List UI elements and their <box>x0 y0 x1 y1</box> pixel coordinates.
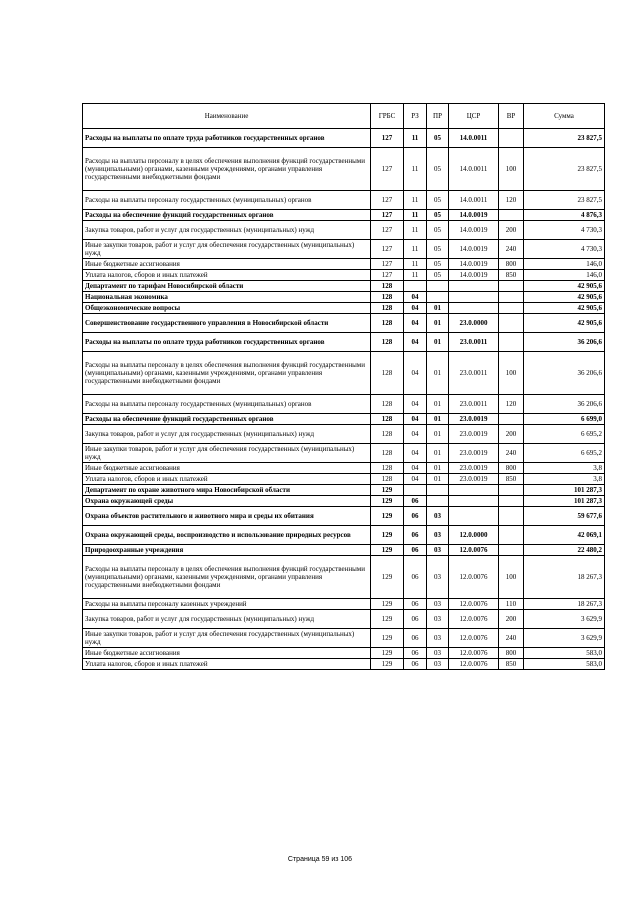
cell-sum: 583,0 <box>524 648 605 659</box>
cell-vr <box>499 281 524 292</box>
cell-rz: 06 <box>404 556 427 599</box>
cell-sum: 6 695,2 <box>524 425 605 444</box>
cell-pr: 01 <box>427 395 449 414</box>
cell-csr: 12.0.0076 <box>449 629 499 648</box>
table-row <box>83 148 605 191</box>
table-row <box>83 463 605 474</box>
cell-sum: 36 206,6 <box>524 352 605 395</box>
cell-csr: 12.0.0076 <box>449 648 499 659</box>
table-header-row <box>83 104 605 129</box>
cell-sum: 42 905,6 <box>524 281 605 292</box>
cell-grbs: 129 <box>371 507 404 526</box>
cell-rz: 04 <box>404 463 427 474</box>
cell-pr: 01 <box>427 352 449 395</box>
cell-csr: 23.0.0019 <box>449 474 499 485</box>
cell-rz: 04 <box>404 425 427 444</box>
cell-vr: 100 <box>499 556 524 599</box>
cell-rz: 11 <box>404 129 427 148</box>
header-rz: РЗ <box>404 104 427 129</box>
table-row <box>83 599 605 610</box>
cell-name: Расходы на выплаты персоналу в целях обеспечения выполнения функций государственными (муниципальными) органами, казенными учреждениями, органами управления государственными внебюджетными фондами <box>83 556 371 599</box>
cell-grbs: 129 <box>371 629 404 648</box>
cell-name: Закупка товаров, работ и услуг для государственных (муниципальных) нужд <box>83 425 371 444</box>
cell-name: Расходы на выплаты по оплате труда работников государственных органов <box>83 129 371 148</box>
cell-pr: 01 <box>427 425 449 444</box>
table-row <box>83 444 605 463</box>
cell-name: Охрана окружающей среды, воспроизводство и использование природных ресурсов <box>83 526 371 545</box>
cell-pr: 05 <box>427 259 449 270</box>
cell-csr: 14.0.0019 <box>449 221 499 240</box>
cell-sum: 3,8 <box>524 463 605 474</box>
table-row <box>83 556 605 599</box>
cell-csr: 12.0.0076 <box>449 659 499 670</box>
cell-rz: 04 <box>404 333 427 352</box>
cell-grbs: 128 <box>371 314 404 333</box>
cell-vr: 200 <box>499 221 524 240</box>
cell-pr: 01 <box>427 474 449 485</box>
cell-name: Расходы на выплаты персоналу государственных (муниципальных) органов <box>83 191 371 210</box>
cell-pr: 03 <box>427 648 449 659</box>
cell-csr <box>449 507 499 526</box>
cell-grbs: 127 <box>371 191 404 210</box>
cell-vr: 200 <box>499 425 524 444</box>
cell-rz: 06 <box>404 599 427 610</box>
cell-csr: 14.0.0011 <box>449 129 499 148</box>
cell-name: Расходы на выплаты персоналу в целях обеспечения выполнения функций государственными (муниципальными) органами, казенными учреждениями, органами управления государственными внебюджетными фондами <box>83 148 371 191</box>
table-row <box>83 610 605 629</box>
cell-csr: 14.0.0011 <box>449 191 499 210</box>
cell-rz <box>404 281 427 292</box>
cell-vr <box>499 526 524 545</box>
cell-csr <box>449 485 499 496</box>
cell-csr: 23.0.0019 <box>449 414 499 425</box>
table-row <box>83 485 605 496</box>
cell-csr <box>449 496 499 507</box>
cell-rz: 06 <box>404 610 427 629</box>
cell-name: Охрана объектов растительного и животного мира и среды их обитания <box>83 507 371 526</box>
cell-sum: 146,0 <box>524 259 605 270</box>
table-row <box>83 314 605 333</box>
cell-sum: 3 629,9 <box>524 629 605 648</box>
cell-rz <box>404 485 427 496</box>
cell-pr: 01 <box>427 463 449 474</box>
cell-name: Расходы на выплаты персоналу государственных (муниципальных) органов <box>83 395 371 414</box>
cell-pr: 05 <box>427 191 449 210</box>
cell-grbs: 127 <box>371 259 404 270</box>
table-row <box>83 240 605 259</box>
cell-sum: 3,8 <box>524 474 605 485</box>
cell-sum: 42 905,6 <box>524 303 605 314</box>
cell-csr: 14.0.0011 <box>449 148 499 191</box>
cell-name: Департамент по тарифам Новосибирской области <box>83 281 371 292</box>
cell-grbs: 127 <box>371 210 404 221</box>
cell-name: Иные закупки товаров, работ и услуг для обеспечения государственных (муниципальных) нужд <box>83 444 371 463</box>
cell-grbs: 128 <box>371 303 404 314</box>
table-row <box>83 191 605 210</box>
cell-grbs: 129 <box>371 556 404 599</box>
cell-rz: 11 <box>404 221 427 240</box>
cell-grbs: 129 <box>371 496 404 507</box>
cell-grbs: 129 <box>371 485 404 496</box>
cell-name: Совершенствование государственного управления в Новосибирской области <box>83 314 371 333</box>
cell-pr: 01 <box>427 314 449 333</box>
cell-csr: 12.0.0076 <box>449 545 499 556</box>
header-grbs: ГРБС <box>371 104 404 129</box>
table-row <box>83 496 605 507</box>
cell-name: Иные бюджетные ассигнования <box>83 259 371 270</box>
cell-csr: 23.0.0000 <box>449 314 499 333</box>
cell-rz: 06 <box>404 648 427 659</box>
cell-sum: 36 206,6 <box>524 333 605 352</box>
cell-grbs: 127 <box>371 148 404 191</box>
table-row <box>83 629 605 648</box>
cell-name: Расходы на обеспечение функций государственных органов <box>83 210 371 221</box>
header-sum: Сумма <box>524 104 605 129</box>
table-row <box>83 129 605 148</box>
cell-name: Охрана окружающей среды <box>83 496 371 507</box>
header-name: Наименование <box>83 104 371 129</box>
cell-rz: 06 <box>404 659 427 670</box>
cell-grbs: 127 <box>371 240 404 259</box>
cell-vr: 850 <box>499 659 524 670</box>
table-row <box>83 333 605 352</box>
cell-pr: 03 <box>427 556 449 599</box>
cell-pr: 05 <box>427 129 449 148</box>
table-row <box>83 352 605 395</box>
cell-csr: 12.0.0076 <box>449 599 499 610</box>
cell-csr: 14.0.0019 <box>449 259 499 270</box>
table-row <box>83 395 605 414</box>
table-row <box>83 281 605 292</box>
cell-pr <box>427 485 449 496</box>
cell-name: Иные бюджетные ассигнования <box>83 648 371 659</box>
cell-rz: 04 <box>404 474 427 485</box>
header-csr: ЦСР <box>449 104 499 129</box>
cell-name: Закупка товаров, работ и услуг для государственных (муниципальных) нужд <box>83 221 371 240</box>
table-row <box>83 545 605 556</box>
budget-table <box>82 103 605 670</box>
table-row <box>83 425 605 444</box>
cell-grbs: 127 <box>371 221 404 240</box>
cell-vr: 240 <box>499 629 524 648</box>
cell-vr <box>499 507 524 526</box>
cell-pr: 03 <box>427 526 449 545</box>
table-row <box>83 659 605 670</box>
cell-grbs: 129 <box>371 599 404 610</box>
cell-csr <box>449 303 499 314</box>
cell-pr: 01 <box>427 303 449 314</box>
cell-pr <box>427 281 449 292</box>
cell-pr: 05 <box>427 148 449 191</box>
cell-grbs: 128 <box>371 463 404 474</box>
page-number: Страница 59 из 106 <box>287 856 353 863</box>
cell-rz: 04 <box>404 414 427 425</box>
cell-csr <box>449 281 499 292</box>
cell-rz: 04 <box>404 352 427 395</box>
header-pr: ПР <box>427 104 449 129</box>
cell-rz: 04 <box>404 292 427 303</box>
cell-csr: 23.0.0019 <box>449 425 499 444</box>
cell-csr: 12.0.0000 <box>449 526 499 545</box>
table-row <box>83 259 605 270</box>
cell-pr: 03 <box>427 610 449 629</box>
cell-sum: 101 287,3 <box>524 485 605 496</box>
cell-pr: 03 <box>427 629 449 648</box>
cell-pr <box>427 292 449 303</box>
cell-rz: 11 <box>404 210 427 221</box>
cell-vr: 110 <box>499 599 524 610</box>
cell-sum: 42 905,6 <box>524 292 605 303</box>
cell-csr: 23.0.0011 <box>449 333 499 352</box>
cell-name: Департамент по охране животного мира Новосибирской области <box>83 485 371 496</box>
cell-csr: 14.0.0019 <box>449 270 499 281</box>
table-row <box>83 270 605 281</box>
cell-rz: 04 <box>404 314 427 333</box>
cell-rz: 11 <box>404 148 427 191</box>
cell-grbs: 128 <box>371 281 404 292</box>
cell-sum: 6 699,0 <box>524 414 605 425</box>
cell-sum: 18 267,3 <box>524 556 605 599</box>
cell-vr: 240 <box>499 444 524 463</box>
cell-pr: 03 <box>427 507 449 526</box>
cell-vr: 800 <box>499 259 524 270</box>
cell-pr: 05 <box>427 221 449 240</box>
cell-rz: 06 <box>404 507 427 526</box>
cell-vr <box>499 485 524 496</box>
cell-sum: 101 287,3 <box>524 496 605 507</box>
cell-csr: 14.0.0019 <box>449 210 499 221</box>
cell-name: Расходы на выплаты персоналу в целях обеспечения выполнения функций государственными (муниципальными) органами, казенными учреждениями, органами управления государственными внебюджетными фондами <box>83 352 371 395</box>
cell-sum: 583,0 <box>524 659 605 670</box>
cell-vr: 800 <box>499 648 524 659</box>
cell-name: Расходы на выплаты персоналу казенных учреждений <box>83 599 371 610</box>
cell-sum: 23 827,5 <box>524 148 605 191</box>
cell-vr <box>499 545 524 556</box>
cell-pr: 03 <box>427 599 449 610</box>
cell-sum: 18 267,3 <box>524 599 605 610</box>
cell-grbs: 128 <box>371 444 404 463</box>
cell-pr: 05 <box>427 270 449 281</box>
table-row <box>83 648 605 659</box>
cell-pr: 01 <box>427 333 449 352</box>
cell-vr <box>499 210 524 221</box>
cell-pr: 05 <box>427 240 449 259</box>
cell-pr <box>427 496 449 507</box>
cell-name: Расходы на обеспечение функций государственных органов <box>83 414 371 425</box>
cell-rz: 06 <box>404 526 427 545</box>
table-row <box>83 526 605 545</box>
cell-vr: 200 <box>499 610 524 629</box>
cell-grbs: 128 <box>371 395 404 414</box>
cell-pr: 05 <box>427 210 449 221</box>
cell-sum: 23 827,5 <box>524 191 605 210</box>
cell-grbs: 128 <box>371 352 404 395</box>
cell-grbs: 129 <box>371 610 404 629</box>
cell-name: Уплата налогов, сборов и иных платежей <box>83 474 371 485</box>
cell-rz: 11 <box>404 240 427 259</box>
cell-name: Национальная экономика <box>83 292 371 303</box>
cell-vr <box>499 129 524 148</box>
cell-name: Закупка товаров, работ и услуг для государственных (муниципальных) нужд <box>83 610 371 629</box>
cell-grbs: 128 <box>371 474 404 485</box>
cell-grbs: 129 <box>371 659 404 670</box>
table-row <box>83 292 605 303</box>
table-body <box>83 129 605 670</box>
cell-pr: 01 <box>427 444 449 463</box>
cell-sum: 42 905,6 <box>524 314 605 333</box>
cell-sum: 23 827,5 <box>524 129 605 148</box>
cell-rz: 11 <box>404 270 427 281</box>
cell-name: Природоохранные учреждения <box>83 545 371 556</box>
cell-pr: 03 <box>427 659 449 670</box>
cell-sum: 42 069,1 <box>524 526 605 545</box>
cell-name: Иные закупки товаров, работ и услуг для обеспечения государственных (муниципальных) нужд <box>83 629 371 648</box>
cell-vr: 120 <box>499 395 524 414</box>
cell-vr: 800 <box>499 463 524 474</box>
cell-rz: 06 <box>404 629 427 648</box>
cell-pr: 03 <box>427 545 449 556</box>
cell-sum: 4 730,3 <box>524 221 605 240</box>
cell-sum: 4 730,3 <box>524 240 605 259</box>
cell-vr: 240 <box>499 240 524 259</box>
table-row <box>83 474 605 485</box>
cell-grbs: 128 <box>371 414 404 425</box>
cell-pr: 01 <box>427 414 449 425</box>
cell-vr: 850 <box>499 474 524 485</box>
cell-sum: 36 206,6 <box>524 395 605 414</box>
cell-csr: 23.0.0019 <box>449 463 499 474</box>
cell-vr <box>499 414 524 425</box>
cell-vr: 100 <box>499 148 524 191</box>
cell-vr <box>499 314 524 333</box>
cell-sum: 146,0 <box>524 270 605 281</box>
cell-vr: 850 <box>499 270 524 281</box>
cell-grbs: 128 <box>371 333 404 352</box>
cell-vr <box>499 292 524 303</box>
cell-csr: 14.0.0019 <box>449 240 499 259</box>
header-vr: ВР <box>499 104 524 129</box>
cell-vr <box>499 496 524 507</box>
cell-name: Расходы на выплаты по оплате труда работников государственных органов <box>83 333 371 352</box>
cell-rz: 06 <box>404 496 427 507</box>
cell-sum: 6 695,2 <box>524 444 605 463</box>
cell-grbs: 127 <box>371 270 404 281</box>
cell-rz: 04 <box>404 444 427 463</box>
cell-csr: 12.0.0076 <box>449 556 499 599</box>
cell-vr <box>499 303 524 314</box>
cell-name: Иные закупки товаров, работ и услуг для обеспечения государственных (муниципальных) нужд <box>83 240 371 259</box>
cell-rz: 04 <box>404 395 427 414</box>
cell-sum: 59 677,6 <box>524 507 605 526</box>
cell-name: Общеэкономические вопросы <box>83 303 371 314</box>
cell-csr: 23.0.0011 <box>449 395 499 414</box>
cell-vr: 100 <box>499 352 524 395</box>
table-row <box>83 221 605 240</box>
cell-rz: 06 <box>404 545 427 556</box>
table-row <box>83 414 605 425</box>
cell-vr: 120 <box>499 191 524 210</box>
table-row <box>83 303 605 314</box>
cell-grbs: 129 <box>371 648 404 659</box>
cell-sum: 22 480,2 <box>524 545 605 556</box>
cell-csr <box>449 292 499 303</box>
cell-grbs: 129 <box>371 526 404 545</box>
cell-grbs: 128 <box>371 425 404 444</box>
cell-vr <box>499 333 524 352</box>
cell-csr: 23.0.0019 <box>449 444 499 463</box>
cell-csr: 23.0.0011 <box>449 352 499 395</box>
cell-sum: 4 876,3 <box>524 210 605 221</box>
cell-grbs: 128 <box>371 292 404 303</box>
cell-rz: 04 <box>404 303 427 314</box>
cell-sum: 3 629,9 <box>524 610 605 629</box>
table-row <box>83 507 605 526</box>
cell-rz: 11 <box>404 259 427 270</box>
cell-csr: 12.0.0076 <box>449 610 499 629</box>
cell-name: Уплата налогов, сборов и иных платежей <box>83 659 371 670</box>
cell-name: Уплата налогов, сборов и иных платежей <box>83 270 371 281</box>
cell-grbs: 127 <box>371 129 404 148</box>
cell-rz: 11 <box>404 191 427 210</box>
cell-grbs: 129 <box>371 545 404 556</box>
cell-name: Иные бюджетные ассигнования <box>83 463 371 474</box>
table-row <box>83 210 605 221</box>
